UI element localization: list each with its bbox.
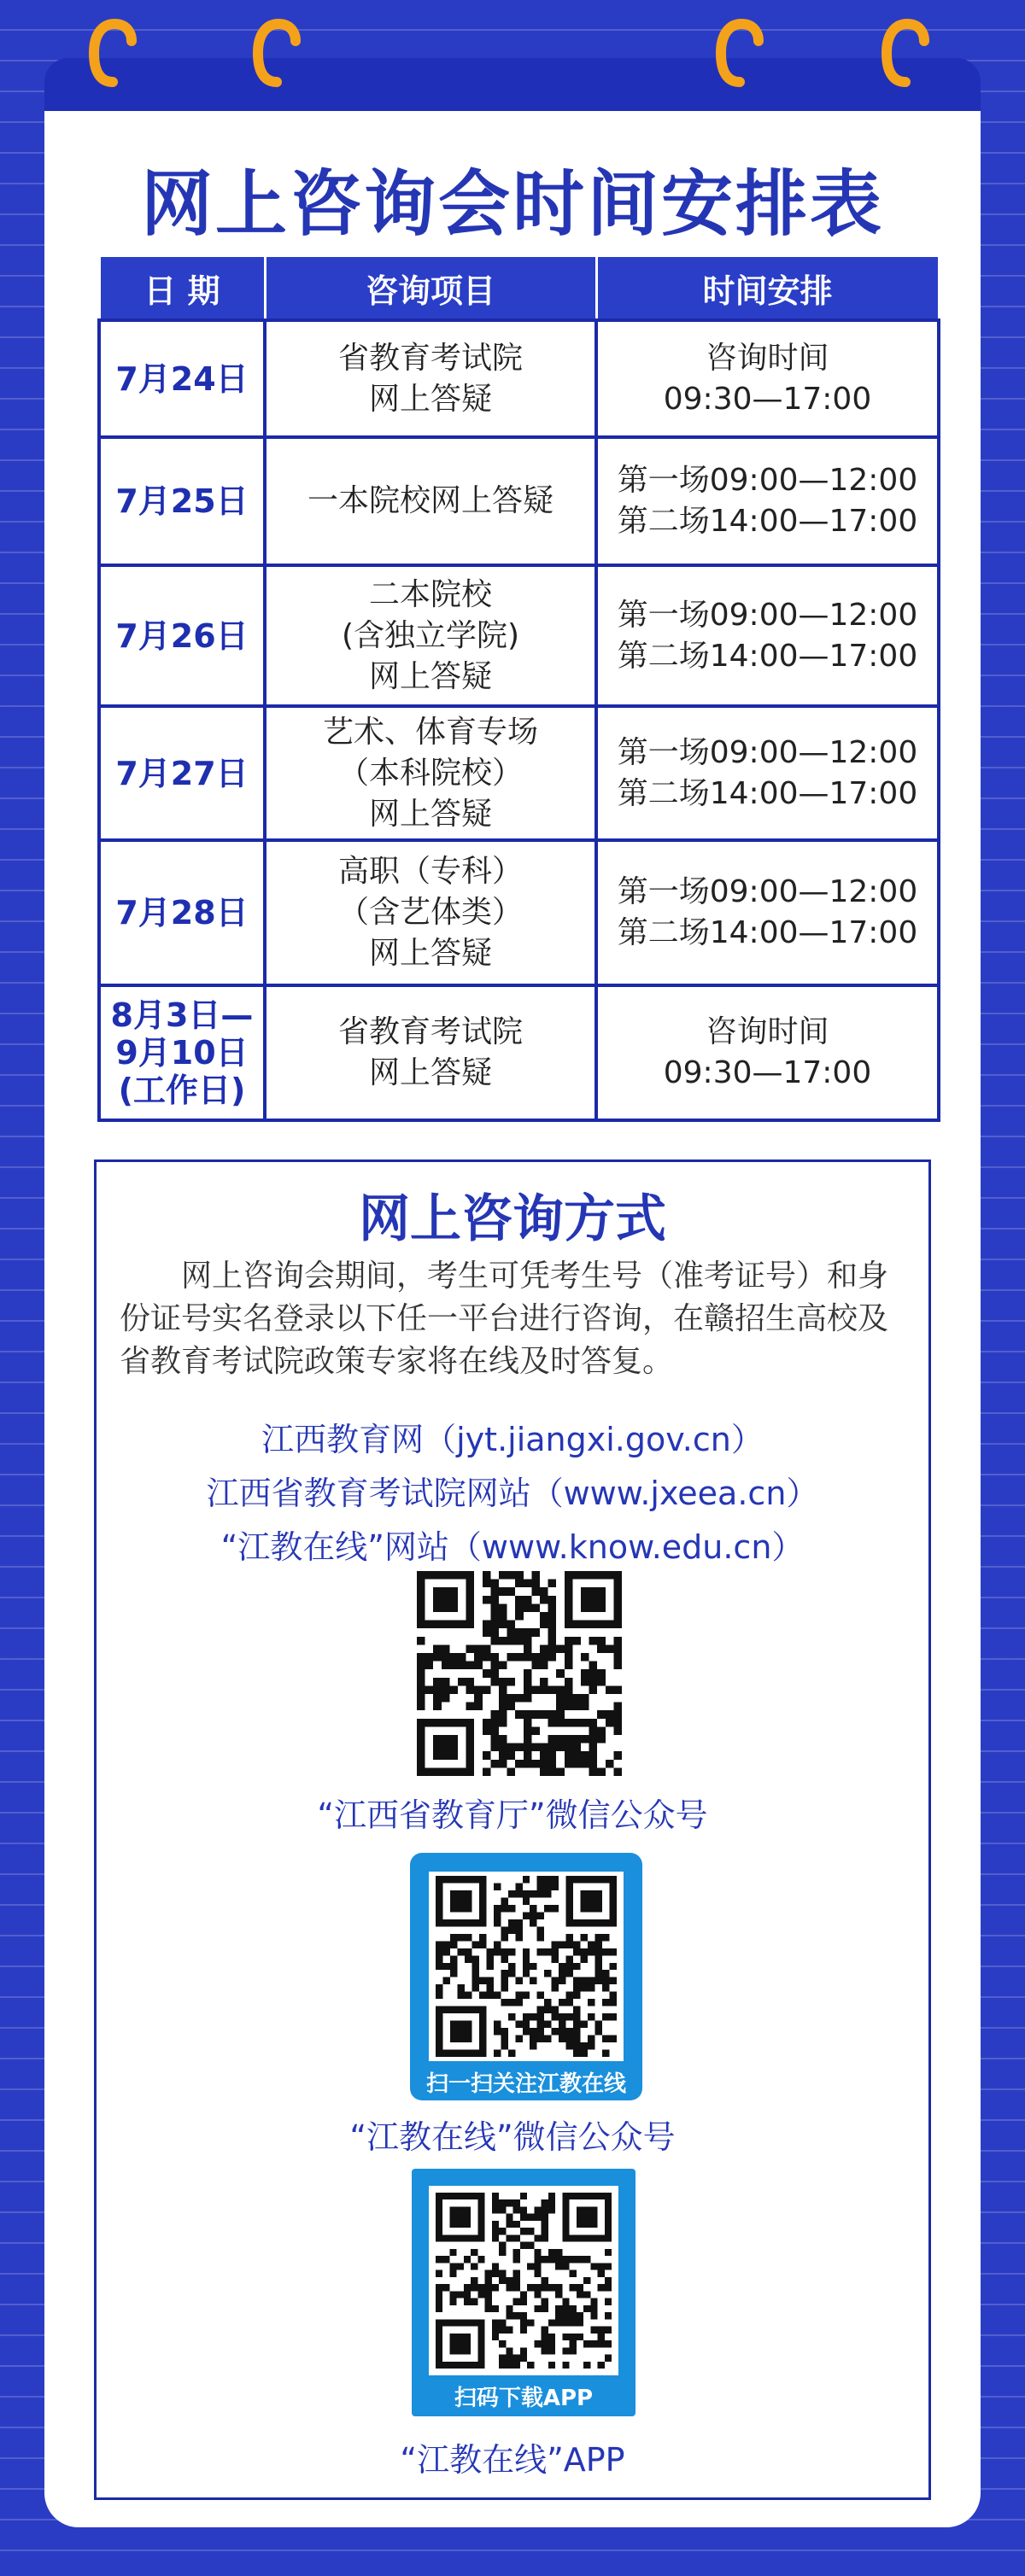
item-cell: 一本院校网上答疑	[265, 437, 596, 565]
table-row	[99, 437, 939, 565]
qr-frame-app	[412, 2169, 636, 2416]
time-cell: 第一场09:00—12:00 第二场14:00—17:00	[596, 840, 939, 985]
date-cell: 7月27日	[99, 706, 265, 840]
link-jxeea[interactable]: 江西省教育考试院网站（www.jxeea.cn）	[206, 1475, 819, 1512]
header-time: 时间安排	[596, 256, 939, 321]
qr-frame-label: 扫一扫关注江教在线	[425, 2071, 626, 2097]
table-row	[99, 985, 939, 1120]
table-row	[99, 706, 939, 840]
qr-code-icon	[436, 2193, 612, 2369]
table-row	[99, 565, 939, 706]
schedule-table	[97, 254, 940, 1122]
item-cell: 艺术、体育专场 （本科院校） 网上答疑	[265, 706, 596, 840]
table-row	[99, 840, 939, 985]
qr-caption-education-dept: “江西省教育厅”微信公众号	[317, 1796, 708, 1834]
binder-ring-icon	[716, 19, 764, 87]
table-row	[99, 320, 939, 437]
date-cell: 7月26日	[99, 565, 265, 706]
date-cell: 7月25日	[99, 437, 265, 565]
time-cell: 第一场09:00—12:00 第二场14:00—17:00	[596, 706, 939, 840]
time-cell: 第一场09:00—12:00 第二场14:00—17:00	[596, 437, 939, 565]
qr-caption-jiangjiao-app: “江教在线”APP	[400, 2441, 625, 2479]
item-cell: 高职（专科） （含艺体类） 网上答疑	[265, 840, 596, 985]
date-cell: 8月3日— 9月10日 (工作日)	[99, 985, 265, 1120]
date-cell: 7月28日	[99, 840, 265, 985]
time-cell: 第一场09:00—12:00 第二场14:00—17:00	[596, 565, 939, 706]
header-item: 咨询项目	[265, 256, 596, 321]
qr-code-icon	[417, 1571, 622, 1776]
card-header-band	[44, 58, 981, 114]
header-date: 日 期	[99, 256, 265, 321]
item-cell: 省教育考试院 网上答疑	[265, 320, 596, 437]
qr-code-icon	[436, 1876, 617, 2057]
time-cell: 咨询时间 09:30—17:00	[596, 320, 939, 437]
qr-caption-jiangjiao-wechat: “江教在线”微信公众号	[349, 2118, 676, 2156]
binder-ring-icon	[89, 19, 137, 87]
method-title: 网上咨询方式	[359, 1189, 666, 1249]
binder-ring-icon	[253, 19, 301, 87]
binder-ring-icon	[882, 19, 929, 87]
link-jiangxi-education[interactable]: 江西教育网（jyt.jiangxi.gov.cn）	[261, 1421, 764, 1458]
method-description: 网上咨询会期间，考生可凭考生号（准考证号）和身份证号实名登录以下任一平台进行咨询，在赣招生高校及省教育考试院政策专家将在线及时答复。	[120, 1259, 889, 1379]
date-cell: 7月24日	[99, 320, 265, 437]
item-cell: 二本院校 (含独立学院) 网上答疑	[265, 565, 596, 706]
time-cell: 咨询时间 09:30—17:00	[596, 985, 939, 1120]
qr-frame-label: 扫码下载APP	[454, 2386, 594, 2411]
item-cell: 省教育考试院 网上答疑	[265, 985, 596, 1120]
link-know-edu[interactable]: “江教在线”网站（www.know.edu.cn）	[220, 1528, 805, 1566]
page-title: 网上咨询会时间安排表	[140, 162, 884, 246]
table-header-row	[99, 256, 939, 321]
qr-frame-jiangjiao	[410, 1853, 642, 2100]
